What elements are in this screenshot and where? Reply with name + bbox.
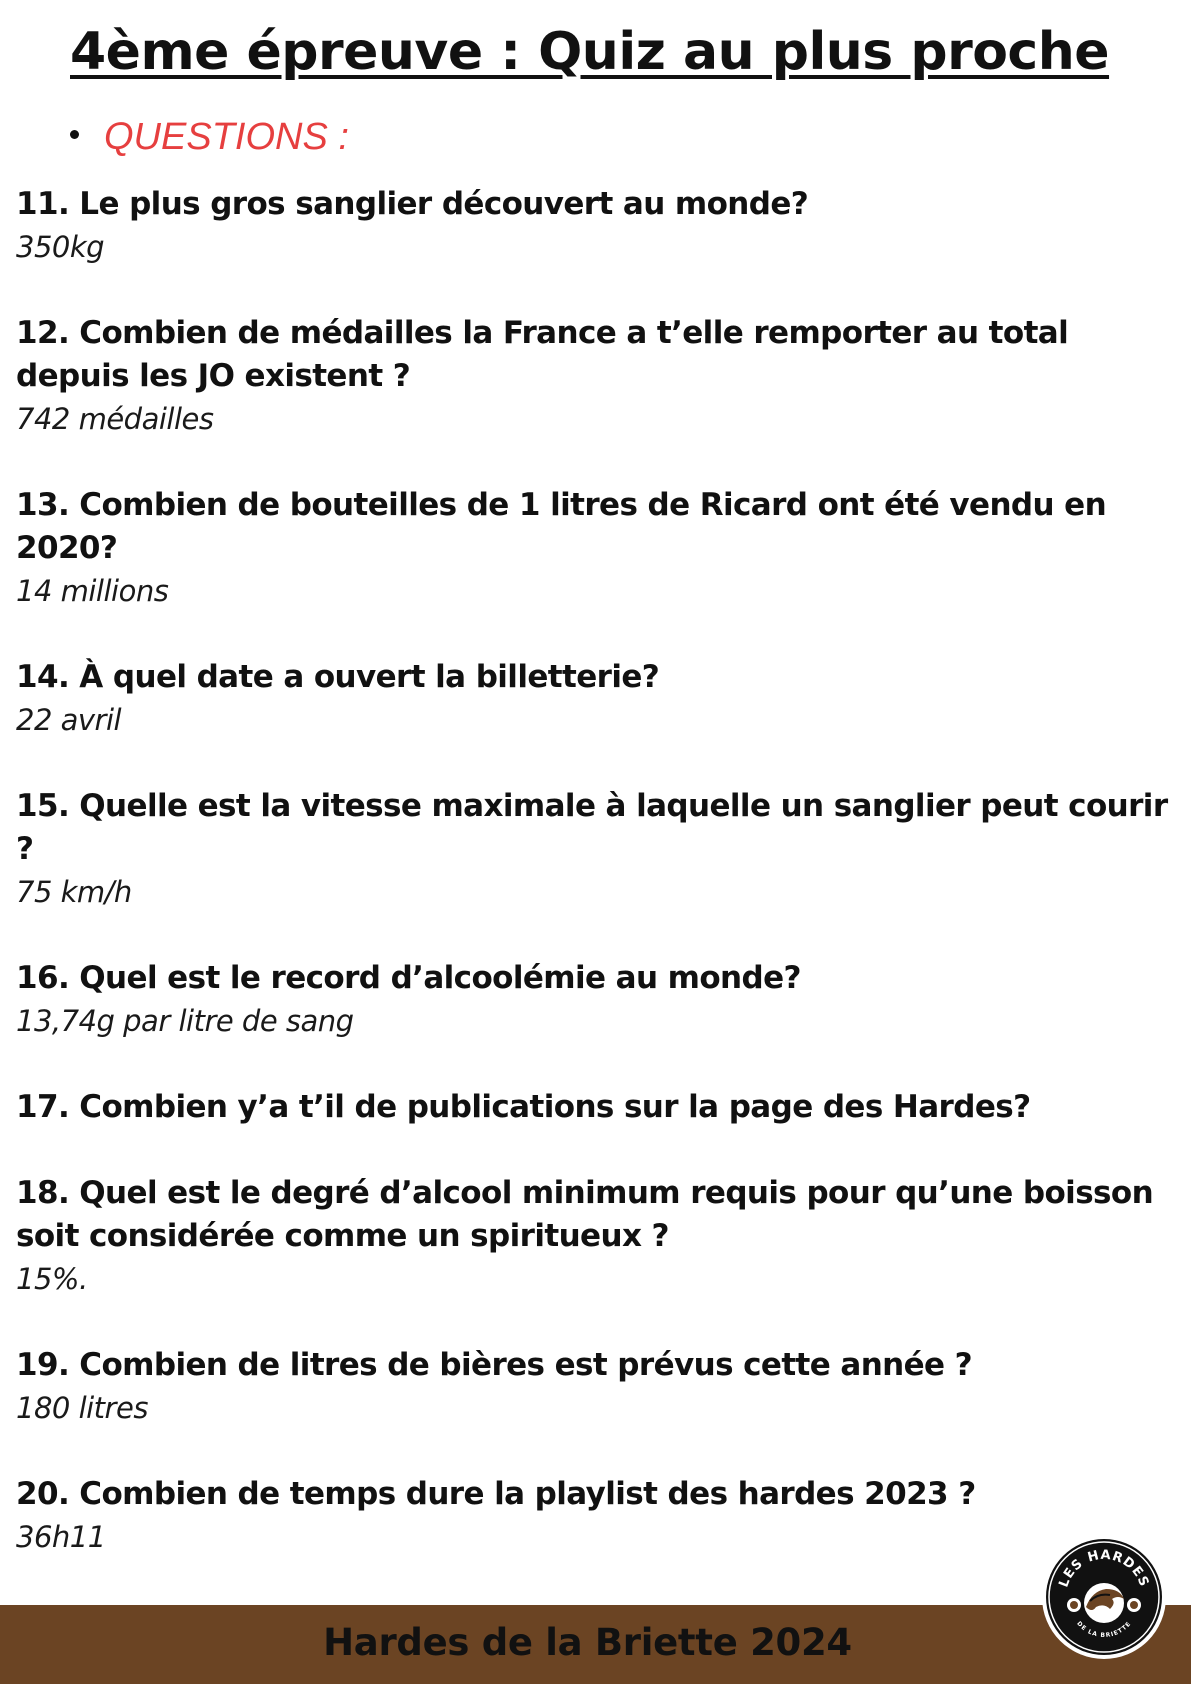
answer-text: 36h11: [16, 1520, 106, 1554]
question-text: 12. Combien de médailles la France a t’elle remporter au total depuis les JO existent ?: [16, 315, 1069, 394]
question-item-19: [16, 1344, 1176, 1430]
answer-text: 742 médailles: [16, 402, 214, 436]
bullet-icon: [70, 130, 79, 139]
question-text: 15. Quelle est la vitesse maximale à laquelle un sanglier peut courir ?: [16, 788, 1168, 867]
answer-text: 15%.: [16, 1262, 88, 1296]
question-item-17: [16, 1086, 1176, 1129]
question-item-11: [16, 183, 1176, 269]
answer-text: 14 millions: [16, 574, 169, 608]
question-item-16: [16, 957, 1176, 1043]
answer-text: 180 litres: [16, 1391, 148, 1425]
question-item-14: [16, 656, 1176, 742]
question-text: 20. Combien de temps dure la playlist des hardes 2023 ?: [16, 1476, 976, 1512]
answer-text: 75 km/h: [16, 875, 132, 909]
question-item-12: [16, 312, 1176, 441]
questions-heading: [70, 116, 349, 159]
question-text: 17. Combien y’a t’il de publications sur la page des Hardes?: [16, 1089, 1031, 1125]
svg-text:DE LA BRIETTE: DE LA BRIETTE: [1075, 1620, 1133, 1640]
questions-heading-label: QUESTIONS :: [104, 116, 349, 158]
question-item-20: [16, 1473, 1176, 1559]
footer-band: [0, 1605, 1191, 1684]
question-item-18: [16, 1172, 1176, 1301]
question-text: 11. Le plus gros sanglier découvert au monde?: [16, 186, 809, 222]
hardes-logo-icon: [1040, 1533, 1168, 1661]
question-text: 19. Combien de litres de bières est prévus cette année ?: [16, 1347, 973, 1383]
question-item-15: [16, 785, 1176, 914]
question-item-13: [16, 484, 1176, 613]
answer-text: 22 avril: [16, 703, 122, 737]
answer-text: 13,74g par litre de sang: [16, 1004, 354, 1038]
answer-text: 350kg: [16, 230, 105, 264]
question-list: [16, 183, 1176, 1602]
svg-text:LES HARDES: LES HARDES: [1056, 1547, 1152, 1590]
footer-title: Hardes de la Briette 2024: [323, 1621, 852, 1664]
question-text: 18. Quel est le degré d’alcool minimum requis pour qu’une boisson soit considérée comme un spiritueux ?: [16, 1175, 1154, 1254]
page-title: 4ème épreuve : Quiz au plus proche: [70, 22, 1110, 82]
question-text: 14. À quel date a ouvert la billetterie?: [16, 659, 660, 695]
question-text: 13. Combien de bouteilles de 1 litres de Ricard ont été vendu en 2020?: [16, 487, 1107, 566]
question-text: 16. Quel est le record d’alcoolémie au monde?: [16, 960, 801, 996]
